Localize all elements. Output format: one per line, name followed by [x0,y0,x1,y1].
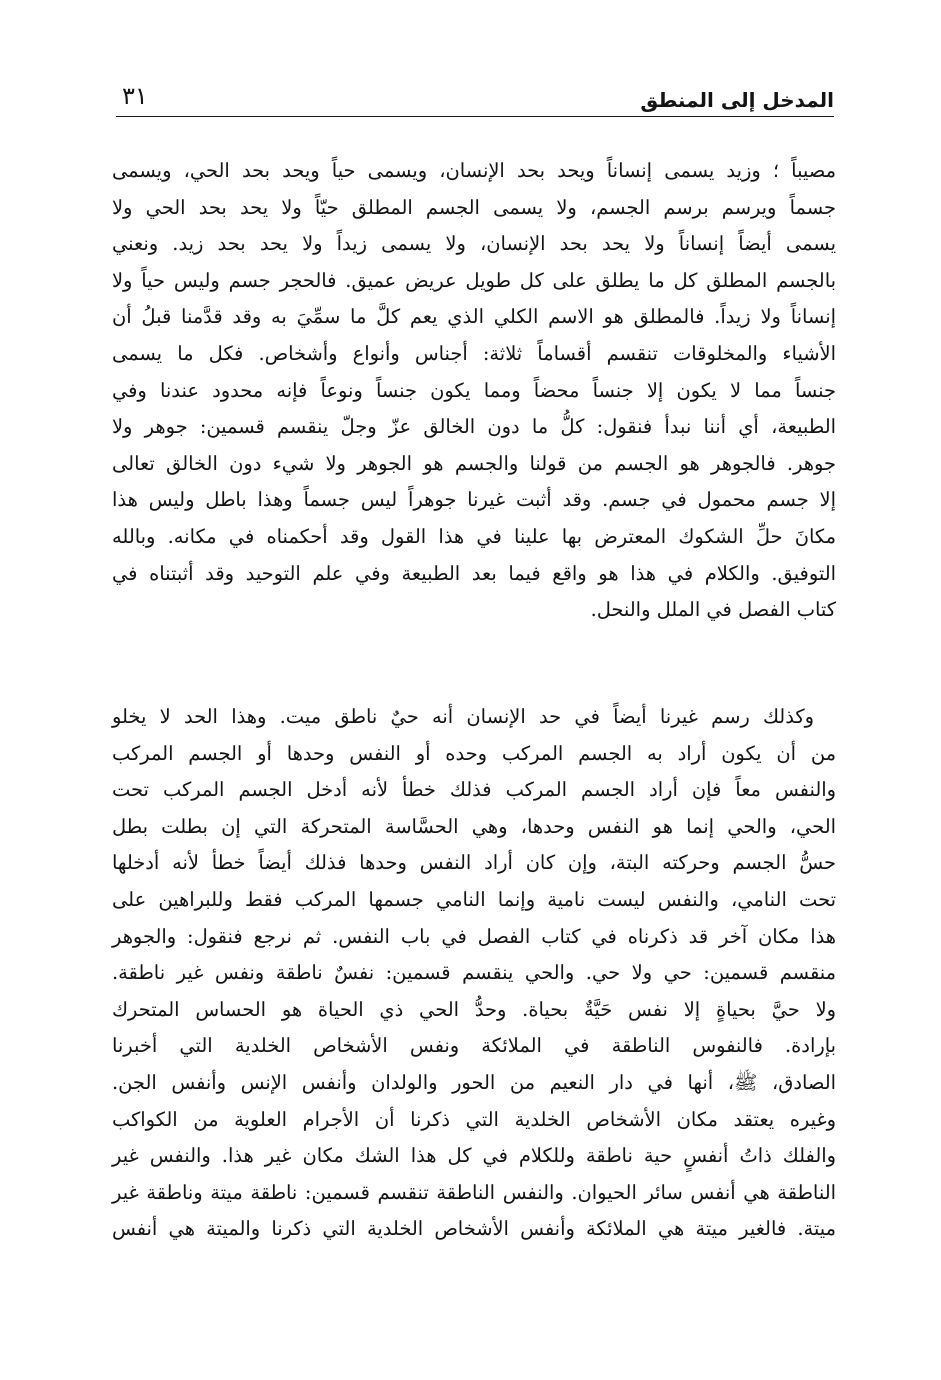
text-line: الصادق، ﷺ، أنها في دار النعيم من الحور والولدان وأنفس الإنس وأنفس الجن. [112,1070,836,1094]
text-line: وغيره يعتقد مكان الأشخاص الخلدية التي ذكرنا أن الأجرام العلوية من الكواكب [112,1107,836,1131]
page-number: ٣١ [122,82,148,110]
text-line: والنفس معاً فإن أراد الجسم المركب فذلك خطأ لأنه أدخل الجسم المركب تحت [112,778,836,802]
text-line: بالجسم المطلق كل ما يطلق على كل طويل عريض عميق. فالحجر جسم وليس حياً ولا [112,268,836,292]
text-line: الناطقة هي أنفس سائر الحيوان. والنفس الناطقة تنقسم قسمين: ناطقة ميتة وناطقة غير [112,1180,836,1204]
text-line: مصيباً ؛ وزيد يسمى إنساناً ويحد بحد الإنسان، ويسمى حياً ويحد بحد الحي، ويسمى [112,159,836,182]
text-line: جسماً ويرسم برسم الجسم، ولا يسمى الجسم المطلق حيّاً ولا يحد بحد الحي ولا [112,195,836,219]
text-line: والفلك ذاتُ أنفسٍ حية ناطقة وللكلام في كل هذا الشك مكان غير هذا. والنفس غير [112,1144,836,1168]
text-line: جنساً مما لا يكون إلا جنساً محضاً ومما يكون جنساً ونوعاً فإنه محدود عندنا وفي [112,378,836,402]
text-line: الطبيعة، أي أننا نبدأ فنقول: كلُّ ما دون الخالق عزّ وجلّ ينقسم قسمين: جوهر ولا [112,415,836,439]
text-line: كتاب الفصل في الملل والنحل. [590,598,836,622]
text-line: الأشياء والمخلوقات تنقسم أقساماً ثلاثة: أجناس وأنواع وأشخاص. فكل ما يسمى [112,341,836,365]
text-line: إلا جسم محمول في جسم. وقد أثبت غيرنا جوهراً ليس جسماً وهذا باطل وليس هذا [112,488,836,512]
text-line: ميتة. فالغير ميتة هي الملائكة وأنفس الأشخاص الخلدية التي ذكرنا والميتة هي أنفس [112,1217,836,1241]
book-title: المدخل إلى المنطق [640,88,834,112]
text-line: تحت النامي، والنفس ليست نامية وإنما النامي جسمها المركب فقط وللبراهين على [112,887,836,911]
text-line: بإرادة. فالنفوس الناطقة في الملائكة ونفس الأشخاص الخلدية التي أخبرنا [112,1034,836,1058]
text-line: إنساناً ولا زيداً. فالمطلق هو الاسم الكلي الذي يعم كلَّ ما سمِّيَ به وقد قدَّمنا قبلُ أن [112,305,836,329]
running-header [116,80,834,117]
text-line: مكانَ حلِّ الشكوك المعترض بها علينا في هذا القول وقد أحكمناه في مكانه. وبالله [112,524,836,548]
text-line: جوهر. فالجوهر هو الجسم من قولنا والجسم هو الجوهر ولا شيء دون الخالق تعالى [112,451,836,475]
text-line: الحي، والحي إنما هو النفس وحدها، وهي الحسَّاسة المتحركة التي إن بطلت بطل [112,814,836,838]
text-line: يسمى أيضاً إنساناً ولا يحد بحد الإنسان، ولا يسمى زيداً ولا يحد بحد زيد. ونعني [112,232,836,256]
text-line: التوفيق. والكلام في هذا هو واقع فيما بعد الطبيعة وفي علم التوحيد وقد أثبتناه في [112,561,836,585]
paragraph [112,153,836,629]
paragraph [112,699,836,1248]
text-line: منقسم قسمين: حي ولا حي. والحي ينقسم قسمين: نفسٌ ناطقة ونفس غير ناطقة. [112,961,836,985]
text-line: من أن يكون أراد به الجسم المركب وحده أو النفس وحدها أو الجسم المركب [112,741,836,765]
text-line: وكذلك رسم غيرنا أيضاً في حد الإنسان أنه حيٌ ناطق ميت. وهذا الحد لا يخلو [112,705,814,728]
text-line: ولا حيَّ بحياةٍ إلا نفس حَيَّةٌ بحياة. وحدُّ الحي ذي الحياة هو الحساس المتحرك [112,997,836,1021]
text-line: هذا مكان آخر قد ذكرناه في كتاب الفصل في باب النفس. ثم نرجع فنقول: والجوهر [112,924,836,948]
text-line: حسُّ الجسم وحركته البتة، وإن كان أراد النفس وحدها فذلك أيضاً خطأ لأنه أدخلها [112,851,836,875]
